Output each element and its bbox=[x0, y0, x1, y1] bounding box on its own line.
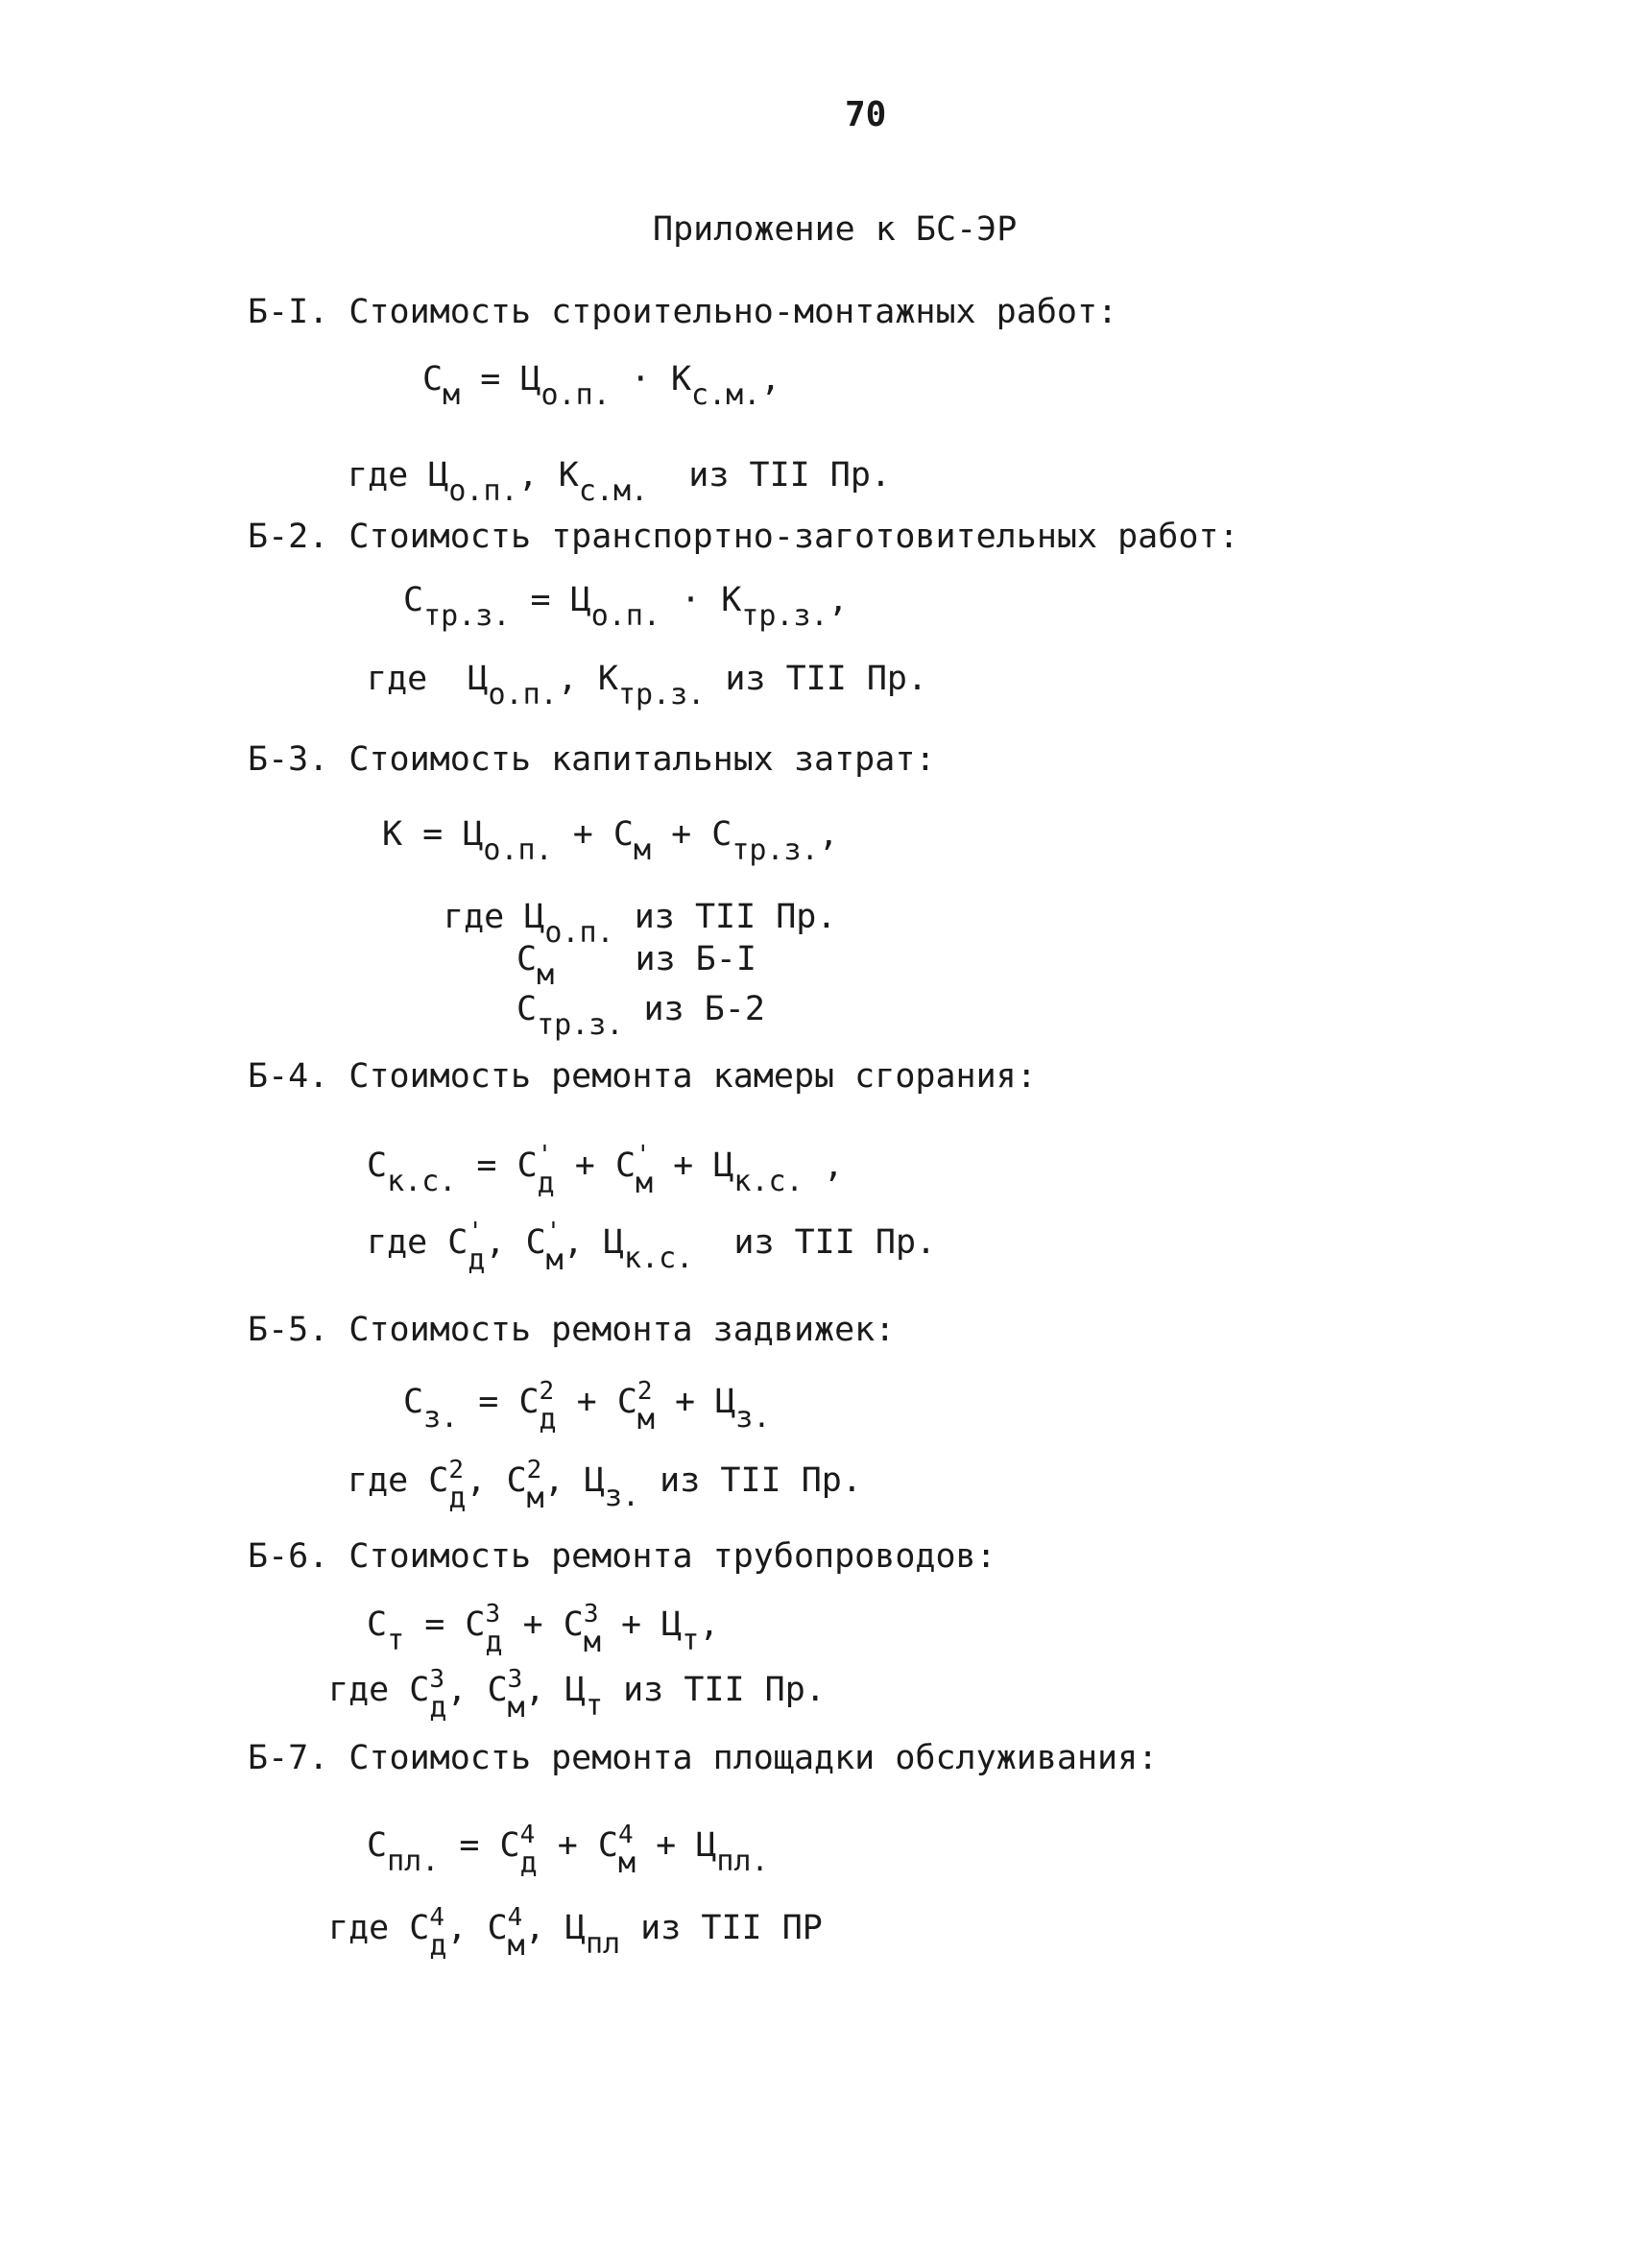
where-b1: где Цо.п., Кс.м. из TII Пр. bbox=[348, 456, 892, 508]
section-label: Б-6. bbox=[248, 1537, 329, 1576]
formula-b4: Ск.с. = С ' д + С ' м + Цк.с. , bbox=[367, 1141, 844, 1200]
section-title: Стоимость транспортно-заготовительных работ: bbox=[348, 518, 1239, 556]
formula-b3: К = Цо.п. + См + Стр.з., bbox=[382, 815, 839, 867]
section-title: Стоимость ремонта камеры сгорания: bbox=[348, 1057, 1037, 1096]
formula-b7: Спл. = С 4 д + С 4 м + Цпл. bbox=[367, 1821, 769, 1880]
section-label: Б-4. bbox=[248, 1057, 329, 1096]
section-b3-heading bbox=[248, 740, 936, 779]
section-b7-heading bbox=[248, 1739, 1159, 1777]
section-label: Б-5. bbox=[248, 1311, 329, 1349]
appendix-title: Приложение к БС-ЭР bbox=[653, 210, 1018, 249]
where-b3-line1: где Цо.п. из TII Пр. bbox=[444, 898, 837, 950]
section-title: Стоимость ремонта трубопроводов: bbox=[348, 1537, 996, 1576]
formula-b1: См = Цо.п. · Кс.м., bbox=[422, 360, 781, 412]
section-label: Б-7. bbox=[248, 1739, 329, 1777]
where-b7: где С 4 д , С 4 м , Цпл из TII ПР bbox=[328, 1903, 823, 1963]
formula-b6: Ст = С 3 д + С 3 м + Цт, bbox=[367, 1600, 720, 1659]
section-b5-heading bbox=[248, 1311, 896, 1349]
page-number: 70 bbox=[845, 95, 887, 134]
section-b4-heading bbox=[248, 1057, 1037, 1096]
section-b6-heading bbox=[248, 1537, 996, 1576]
where-b3-line2: См из Б-I bbox=[516, 940, 756, 992]
section-title: Стоимость строительно-монтажных работ: bbox=[348, 293, 1118, 331]
section-b2-heading bbox=[248, 520, 1239, 554]
formula-b5: Сз. = С 2 д + С 2 м + Цз. bbox=[403, 1377, 771, 1436]
where-b6: где С 3 д , С 3 м , Цт из TII Пр. bbox=[328, 1665, 826, 1725]
where-b3-line3: Стр.з. из Б-2 bbox=[516, 990, 765, 1042]
section-b1-heading bbox=[248, 293, 1118, 331]
section-title: Стоимость капитальных затрат: bbox=[348, 740, 936, 779]
where-b4: где С ' д , С ' м , Цк.с. из TII Пр. bbox=[367, 1218, 937, 1277]
section-label: Б-3. bbox=[248, 740, 329, 779]
section-label: Б-2. bbox=[248, 518, 329, 556]
section-title: Стоимость ремонта задвижек: bbox=[348, 1311, 896, 1349]
where-b2: где Цо.п., Ктр.з. из TII Пр. bbox=[367, 660, 928, 712]
formula-b2: Стр.з. = Цо.п. · Ктр.з., bbox=[403, 581, 849, 633]
section-title: Стоимость ремонта площадки обслуживания: bbox=[348, 1739, 1159, 1777]
where-b5: где С 2 д , С 2 м , Цз. из TII Пр. bbox=[348, 1456, 862, 1515]
section-label: Б-I. bbox=[248, 293, 329, 331]
